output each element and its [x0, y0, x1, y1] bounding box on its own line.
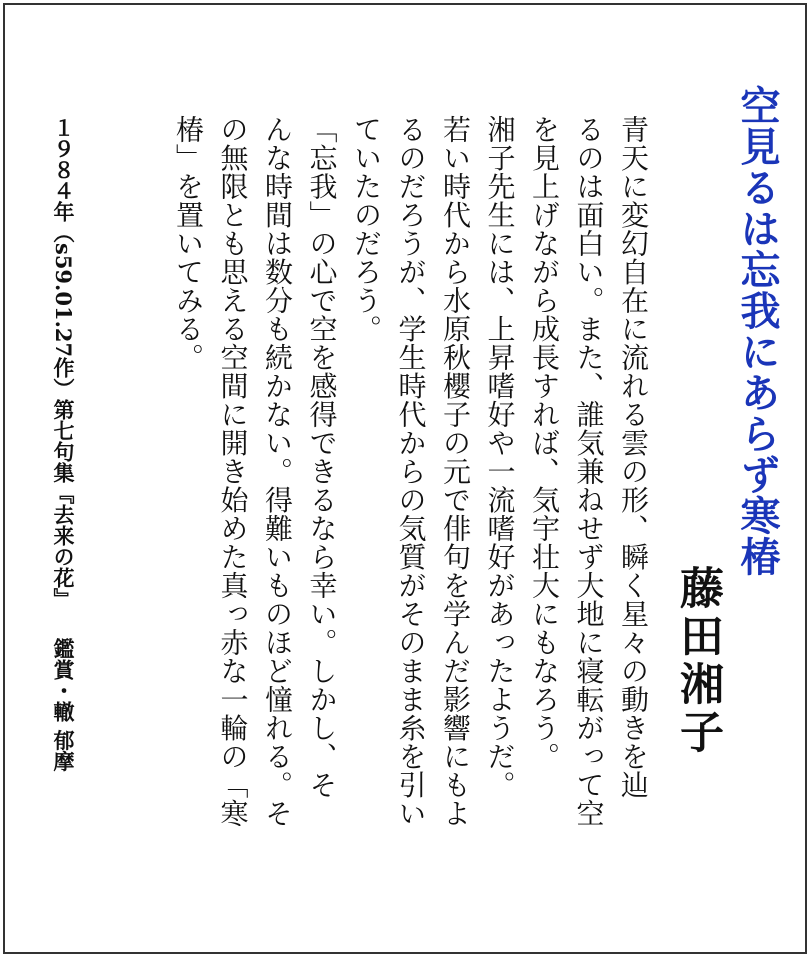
source-info: １９８４年（s59.01.27作）第七句集『去来の花』: [51, 117, 76, 610]
appreciation-credit: 鑑賞・轍 郁摩: [51, 638, 76, 772]
commentary-body: [166, 115, 656, 915]
body-line: るのは面白い。また、誰気兼ねせず大地に寝転がって空: [572, 115, 606, 828]
body-line: ていたのだろう。: [350, 115, 383, 343]
body-line: るのだろうが、学生時代からの気質がそのまま糸を引い: [394, 115, 428, 828]
author-name: 藤田湘子: [672, 565, 723, 757]
body-line: を見上げながら成長すれば、気宇壮大にもなろう。: [528, 115, 561, 771]
haiku-title: 空見るは忘我にあらず寒椿: [734, 85, 781, 577]
body-line: 椿」を置いてみる。: [172, 115, 205, 372]
page-frame: [3, 3, 807, 954]
body-line: んな時間は数分も続かない。得難いものほど憧れる。そ: [261, 115, 294, 828]
body-line: 青天に変幻自在に流れる雲の形、瞬く星々の動きを辿: [617, 115, 650, 799]
body-line: の無限とも思える空間に開き始めた真っ赤な一輪の「寒: [216, 115, 250, 828]
body-line: 若い時代から水原秋櫻子の元で俳句を学んだ影響にもよ: [439, 115, 472, 828]
body-line: 「忘我」の心で空を感得できるなら幸い。しかし、そ: [305, 115, 339, 799]
body-line: 湘子先生には、上昇嗜好や一流嗜好があったようだ。: [483, 115, 517, 799]
source-caption: [53, 117, 74, 772]
